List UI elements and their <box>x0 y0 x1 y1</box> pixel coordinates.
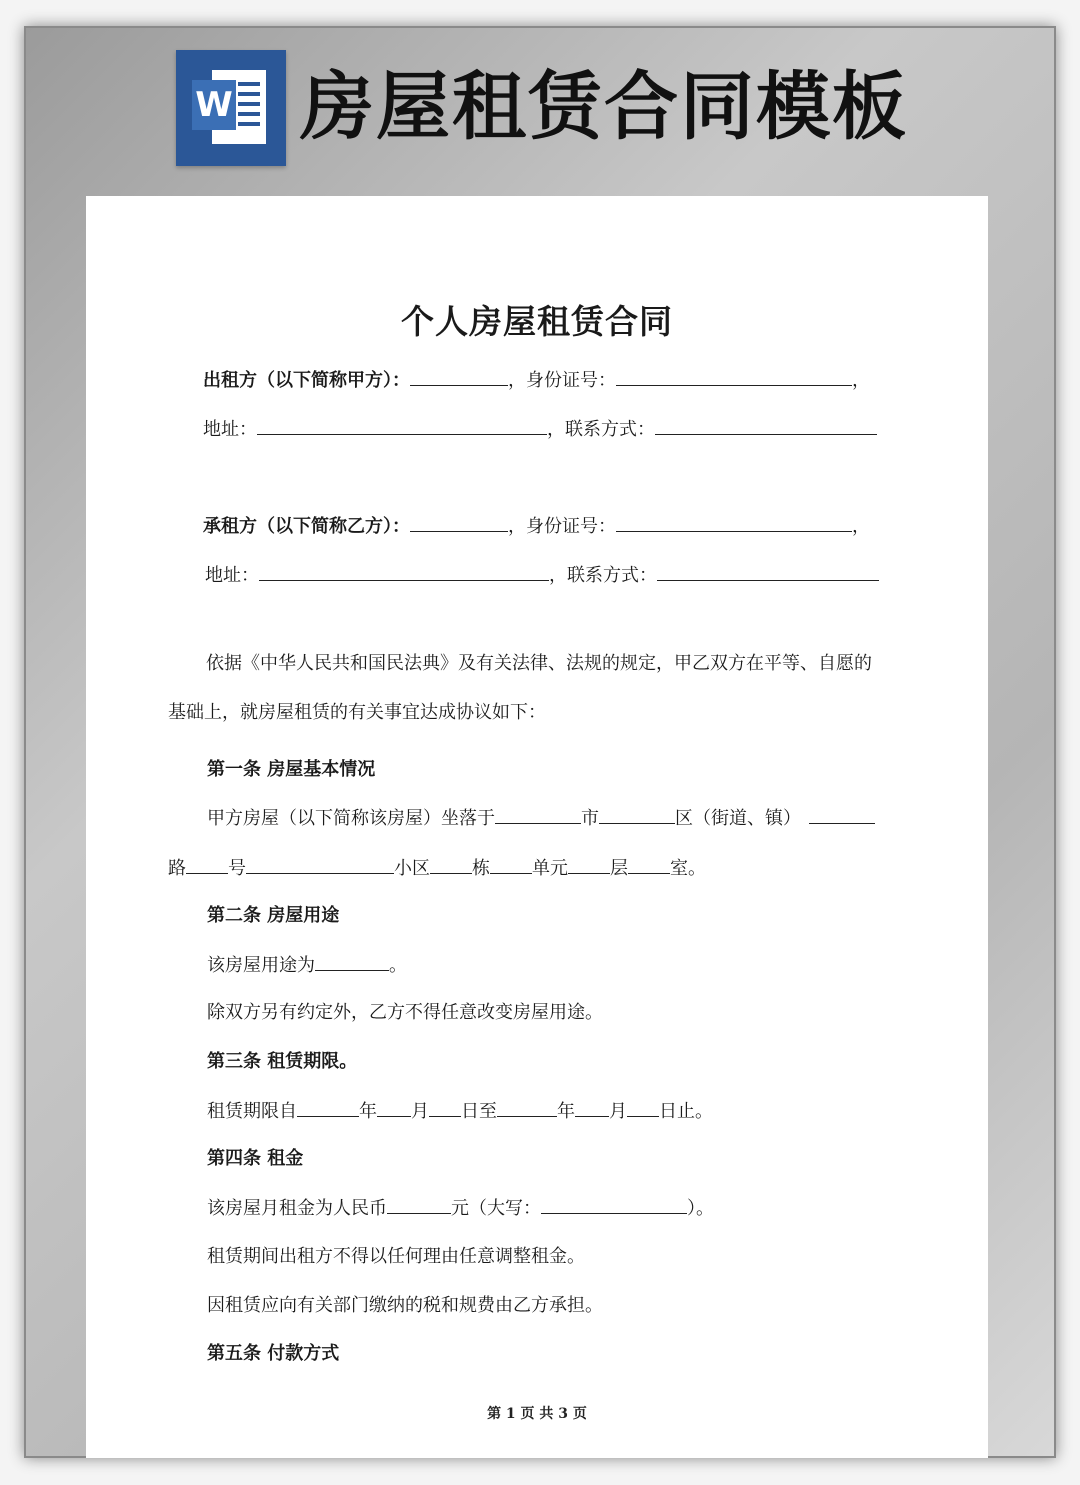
article-3-line-1 <box>207 1098 713 1125</box>
end-month-field[interactable] <box>575 1098 609 1117</box>
banner <box>26 28 1054 198</box>
lessor-id-field[interactable] <box>616 367 852 386</box>
word-document-icon <box>176 50 286 166</box>
lessee-name-field[interactable] <box>410 513 508 532</box>
building-label: 栋 <box>472 858 490 879</box>
lessor-address-line <box>203 416 877 443</box>
floor-field[interactable] <box>568 855 610 874</box>
lessor-id-label: ，身份证号： <box>508 370 616 391</box>
community-field[interactable] <box>246 855 394 874</box>
lessee-address-line <box>205 562 879 589</box>
banner-title: 房屋租赁合同模板 <box>300 64 908 150</box>
template-frame <box>24 26 1056 1458</box>
unit-field[interactable] <box>490 855 532 874</box>
article-2-line-2: 除双方另有约定外，乙方不得任意改变房屋用途。 <box>207 1002 603 1023</box>
article-2-heading: 第二条 房屋用途 <box>207 905 340 926</box>
lessor-comma: ， <box>852 370 870 391</box>
article-1-heading: 第一条 房屋基本情况 <box>207 759 376 780</box>
end-day-field[interactable] <box>627 1098 659 1117</box>
article-5-heading: 第五条 付款方式 <box>207 1343 340 1364</box>
usage-field[interactable] <box>315 952 389 971</box>
lessor-label: 出租方（以下简称甲方）： <box>203 370 410 391</box>
end-day-label: 日止。 <box>659 1101 713 1122</box>
lessor-contact-label: ，联系方式： <box>547 419 655 440</box>
city-field[interactable] <box>495 805 581 824</box>
lessor-address-field[interactable] <box>257 416 547 435</box>
article-2-line-1 <box>207 952 407 979</box>
article-4-line-2: 租赁期间出租方不得以任何理由任意调整租金。 <box>207 1246 585 1267</box>
start-day-field[interactable] <box>429 1098 461 1117</box>
lessee-id-label: ，身份证号： <box>508 516 616 537</box>
preamble-line-1: 依据《中华人民共和国民法典》及有关法律、法规的规定，甲乙双方在平等、自愿的 <box>206 653 872 674</box>
document-title: 个人房屋租赁合同 <box>401 302 673 341</box>
lessee-comma: ， <box>852 516 870 537</box>
article-4-heading: 第四条 租金 <box>207 1148 304 1169</box>
page-footer: 第 1 页 共 3 页 <box>487 1406 587 1422</box>
article-1-text: 甲方房屋（以下简称该房屋）坐落于 <box>207 808 495 829</box>
word-logo-letter: W <box>192 80 236 130</box>
city-label: 市 <box>581 808 599 829</box>
term-label: 租赁期限自 <box>207 1101 297 1122</box>
room-label: 室。 <box>670 858 706 879</box>
end-year-field[interactable] <box>497 1098 557 1117</box>
district-label: 区（街道、镇） <box>675 808 801 829</box>
lessor-contact-field[interactable] <box>655 416 877 435</box>
district-field[interactable] <box>599 805 675 824</box>
end-month-label: 月 <box>609 1101 627 1122</box>
lessee-contact-label: ，联系方式： <box>549 565 657 586</box>
floor-label: 层 <box>610 858 628 879</box>
community-label: 小区 <box>394 858 430 879</box>
preamble-line-2: 基础上，就房屋租赁的有关事宜达成协议如下： <box>168 702 546 723</box>
number-label: 号 <box>228 858 246 879</box>
rent-label: 该房屋月租金为人民币 <box>207 1198 387 1219</box>
rent-close: ）。 <box>687 1198 714 1219</box>
article-4-line-1 <box>207 1195 714 1222</box>
start-year-label: 年 <box>359 1101 377 1122</box>
article-1-line-2 <box>168 855 706 882</box>
start-month-label: 月 <box>411 1101 429 1122</box>
document-page <box>86 196 988 1458</box>
lessee-id-field[interactable] <box>616 513 852 532</box>
street-field[interactable] <box>809 805 875 824</box>
lessor-name-field[interactable] <box>410 367 508 386</box>
room-field[interactable] <box>628 855 670 874</box>
lessee-address-field[interactable] <box>259 562 549 581</box>
number-field[interactable] <box>186 855 228 874</box>
article-3-heading: 第三条 租赁期限。 <box>207 1051 358 1072</box>
article-4-line-3: 因租赁应向有关部门缴纳的税和规费由乙方承担。 <box>207 1295 603 1316</box>
lessee-line <box>203 513 870 540</box>
lessee-address-label: 地址： <box>205 565 259 586</box>
lessor-address-label: 地址： <box>203 419 257 440</box>
start-day-label: 日至 <box>461 1101 497 1122</box>
building-field[interactable] <box>430 855 472 874</box>
start-year-field[interactable] <box>297 1098 359 1117</box>
lessee-label: 承租方（以下简称乙方）： <box>203 516 410 537</box>
usage-label: 该房屋用途为 <box>207 955 315 976</box>
end-year-label: 年 <box>557 1101 575 1122</box>
rent-uppercase-label: 元（大写： <box>451 1198 541 1219</box>
lessee-contact-field[interactable] <box>657 562 879 581</box>
lessor-line <box>203 367 870 394</box>
unit-label: 单元 <box>532 858 568 879</box>
rent-uppercase-field[interactable] <box>541 1195 687 1214</box>
article-1-line-1 <box>207 805 875 832</box>
rent-amount-field[interactable] <box>387 1195 451 1214</box>
road-label: 路 <box>168 858 186 879</box>
usage-period: 。 <box>389 955 407 976</box>
start-month-field[interactable] <box>377 1098 411 1117</box>
